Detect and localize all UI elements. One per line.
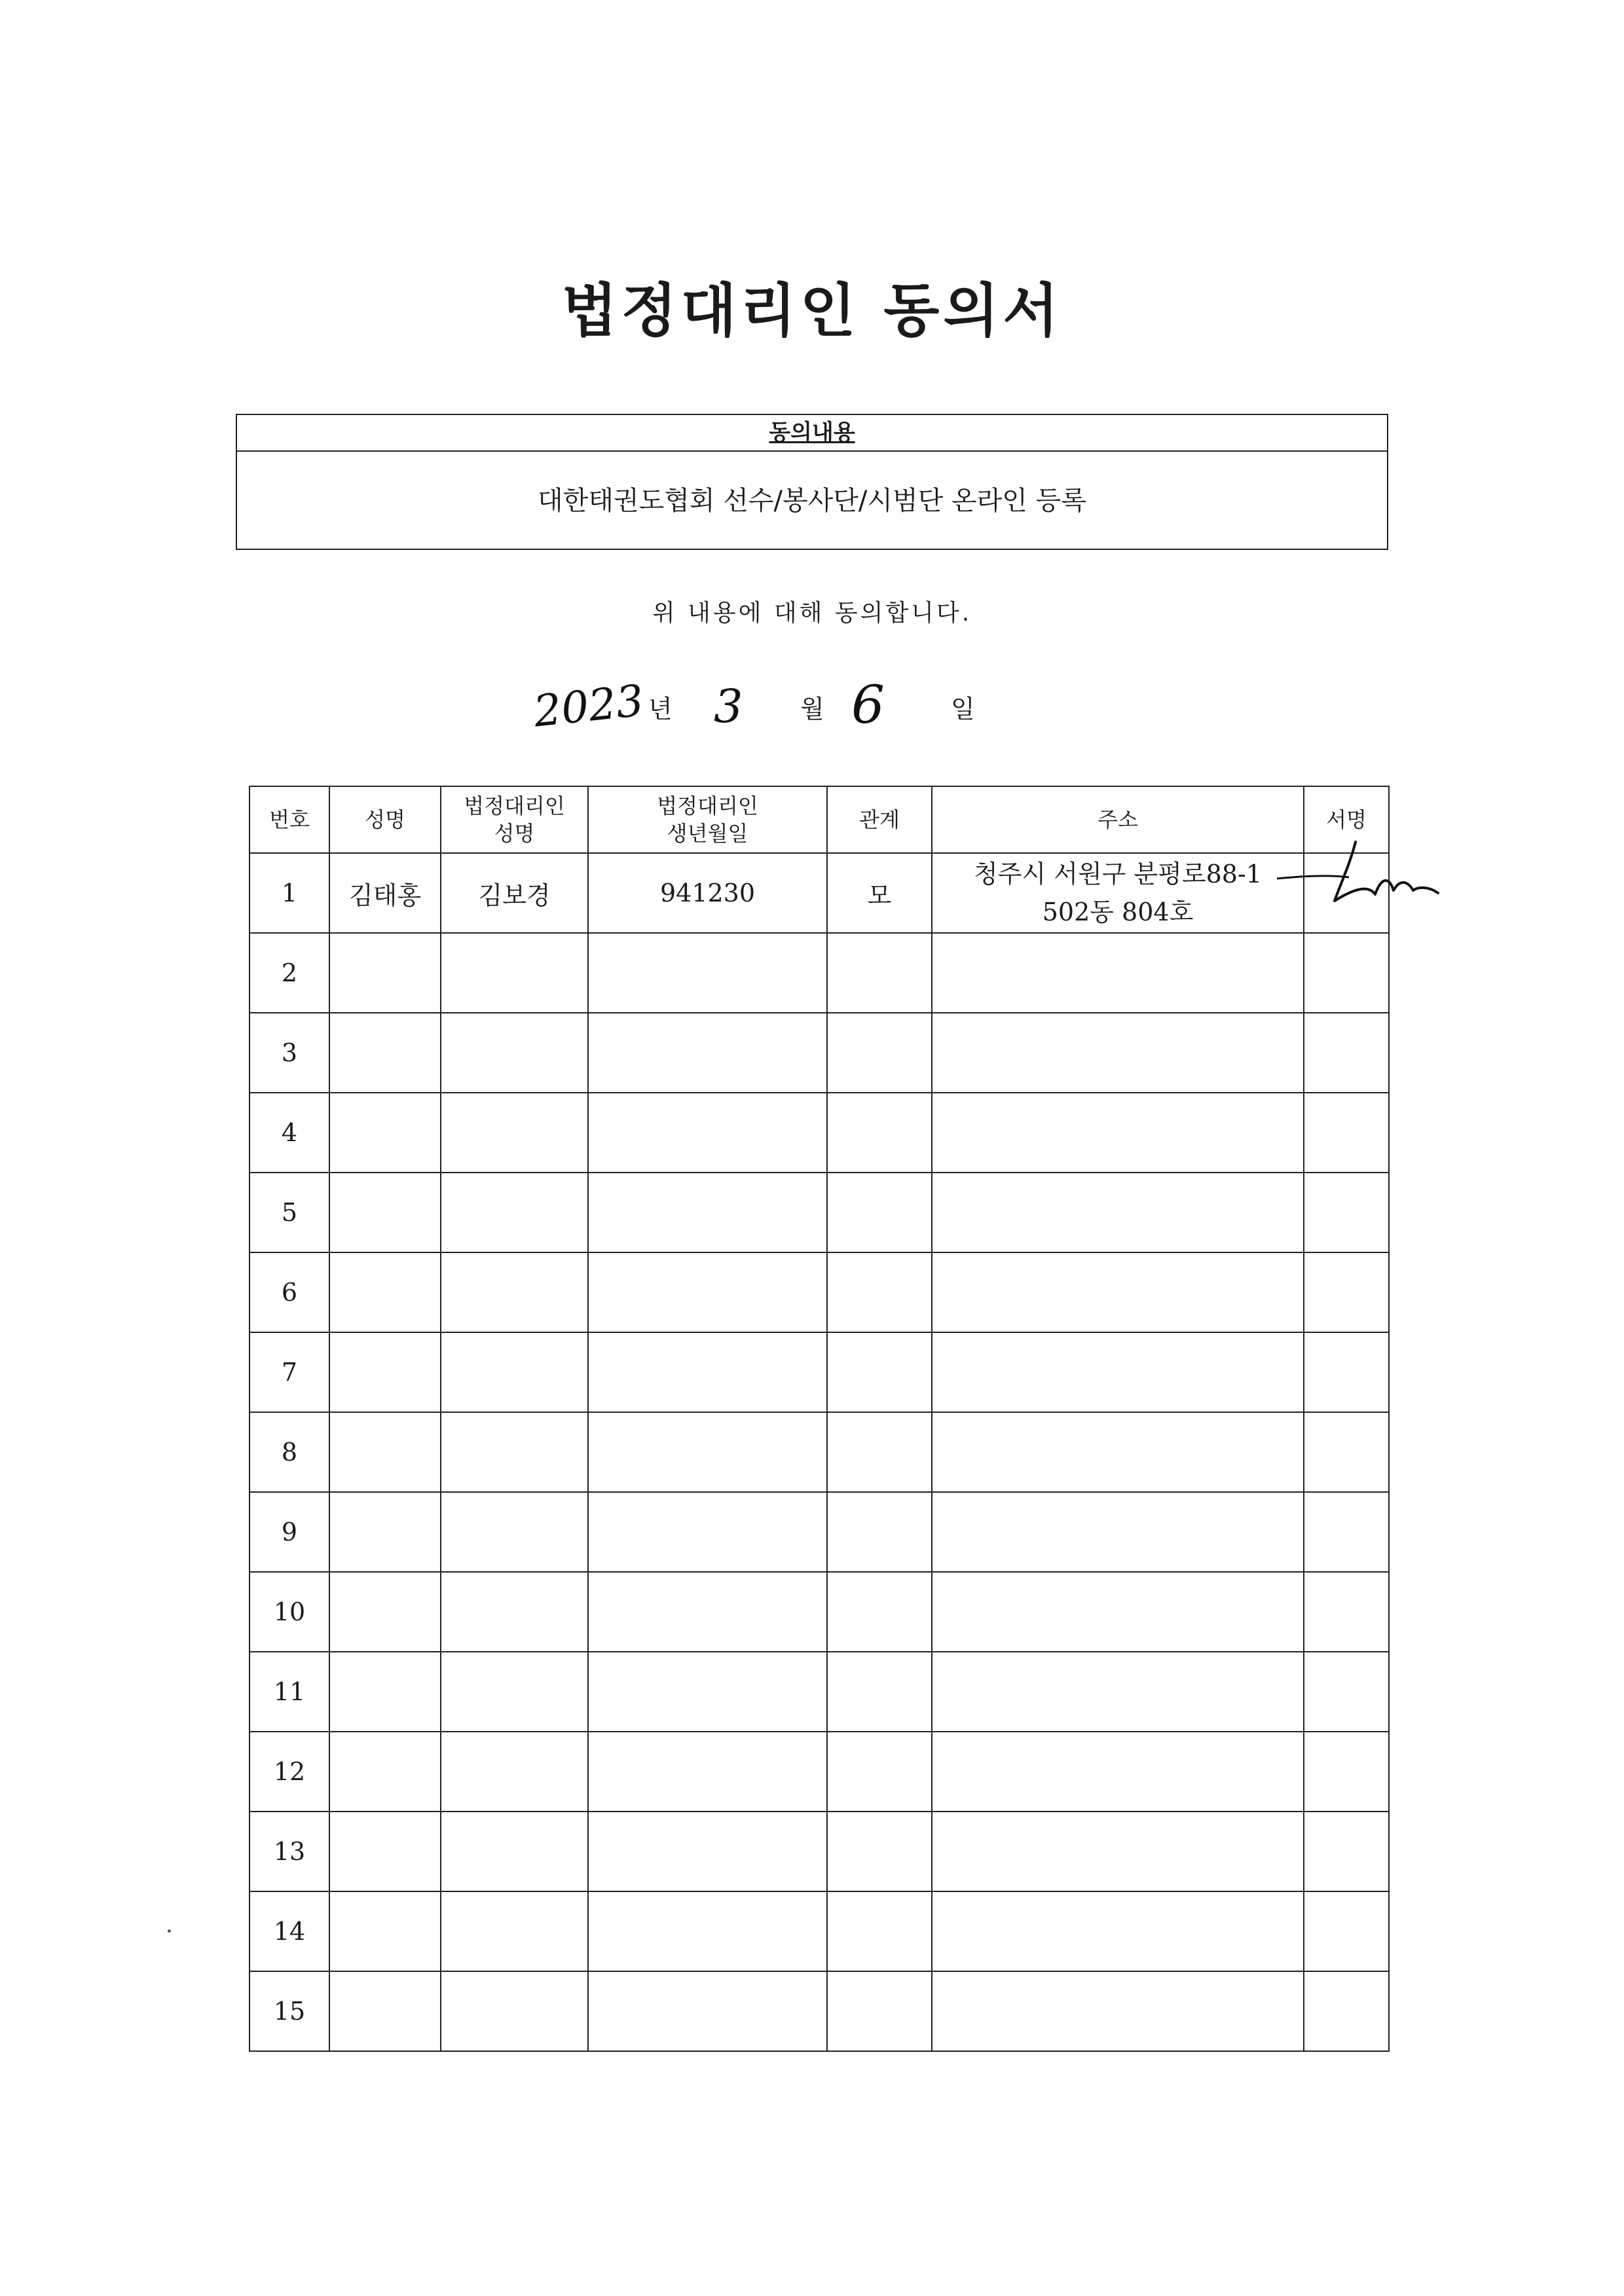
table-row xyxy=(249,1332,1389,1412)
agreement-statement: 위 내용에 대해 동의합니다. xyxy=(652,600,972,627)
table-header-row xyxy=(249,786,1389,853)
header-no: 번호 xyxy=(249,786,329,853)
table-row xyxy=(249,1572,1389,1652)
date-month-handwritten: 3 xyxy=(714,680,743,733)
cell-no: 13 xyxy=(249,1812,329,1891)
cell-relation: 모 xyxy=(827,853,932,933)
date-day-label: 일 xyxy=(951,695,975,723)
cell-name: 김태홍 xyxy=(329,853,441,933)
header-signature: 서명 xyxy=(1304,786,1389,853)
scan-speck xyxy=(168,1929,171,1933)
cell-no: 10 xyxy=(249,1572,329,1652)
cell-no: 12 xyxy=(249,1732,329,1812)
table-row xyxy=(249,1732,1389,1812)
cell-no: 2 xyxy=(249,933,329,1013)
cell-guardian-birth: 941230 xyxy=(588,853,827,933)
date-day-handwritten: 6 xyxy=(851,674,885,735)
cell-no: 3 xyxy=(249,1013,329,1093)
table-row xyxy=(249,933,1389,1013)
table-row xyxy=(249,1093,1389,1173)
cell-no: 15 xyxy=(249,1971,329,2051)
table-row xyxy=(249,1971,1389,2051)
cell-address: 청주시 서원구 분평로88-1 502동 804호 xyxy=(932,853,1304,933)
cell-guardian-name: 김보경 xyxy=(441,853,588,933)
cell-no: 14 xyxy=(249,1891,329,1971)
header-guardian-birth: 법정대리인 생년월일 xyxy=(588,786,827,853)
header-guardian-name: 법정대리인 성명 xyxy=(441,786,588,853)
table-row xyxy=(249,1492,1389,1572)
table-row xyxy=(249,1173,1389,1252)
table-row xyxy=(249,1652,1389,1732)
header-name: 성명 xyxy=(329,786,441,853)
table-row xyxy=(249,1412,1389,1492)
cell-no: 6 xyxy=(249,1252,329,1332)
consent-header: 동의내용 xyxy=(237,415,1387,452)
header-relation: 관계 xyxy=(827,786,932,853)
date-month-label: 월 xyxy=(800,695,824,723)
table-row xyxy=(249,1812,1389,1891)
header-address: 주소 xyxy=(932,786,1304,853)
date-year-handwritten: 2023 xyxy=(531,675,646,737)
table-row xyxy=(249,1891,1389,1971)
table-row xyxy=(249,1013,1389,1093)
cell-no: 11 xyxy=(249,1652,329,1732)
cell-no: 7 xyxy=(249,1332,329,1412)
guardian-table xyxy=(249,786,1390,2052)
cell-no: 9 xyxy=(249,1492,329,1572)
date-year-label: 년 xyxy=(648,695,673,723)
cell-no: 5 xyxy=(249,1173,329,1252)
cell-no: 1 xyxy=(249,853,329,933)
cell-no: 4 xyxy=(249,1093,329,1173)
table-row xyxy=(249,853,1389,933)
document-title: 법정대리인 동의서 xyxy=(561,276,1063,344)
consent-box xyxy=(236,414,1388,550)
cell-no: 8 xyxy=(249,1412,329,1492)
table-row xyxy=(249,1252,1389,1332)
signature-drawing xyxy=(1277,830,1447,915)
consent-content: 대한태권도협회 선수/봉사단/시범단 온라인 등록 xyxy=(538,486,1086,516)
